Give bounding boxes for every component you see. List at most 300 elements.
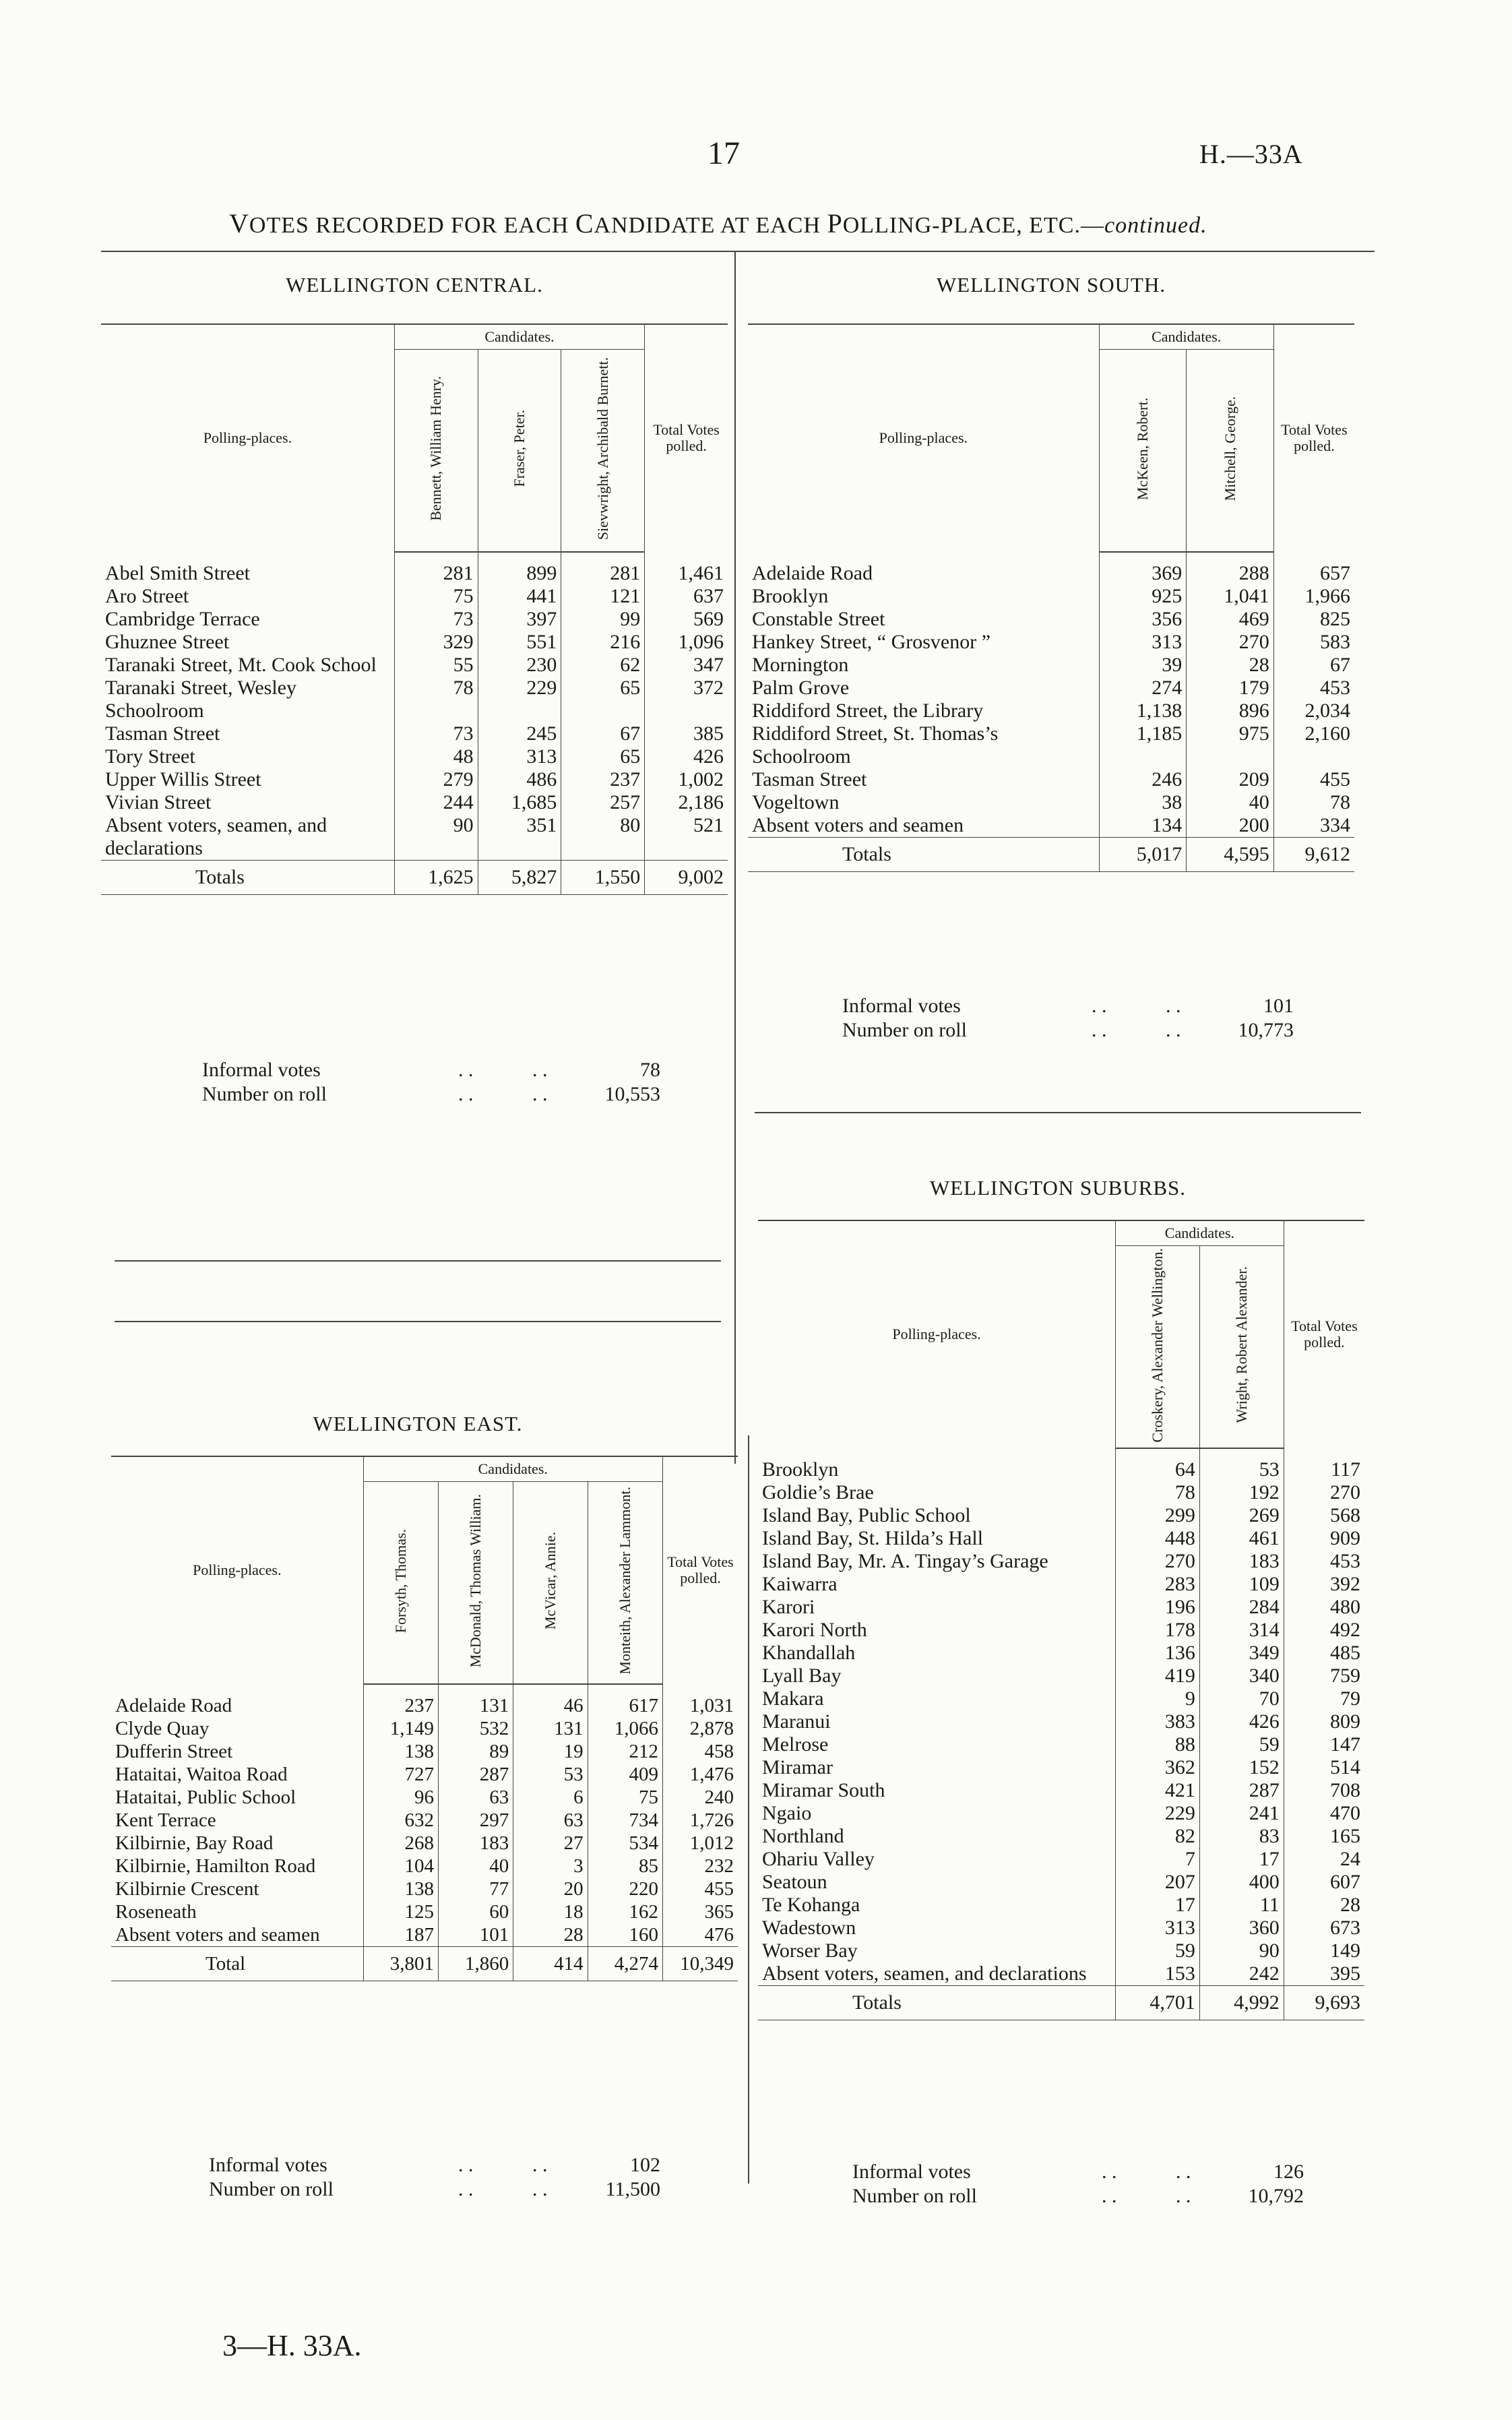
- polling-place-name: Vivian Street: [105, 790, 212, 813]
- central-row: [101, 631, 728, 654]
- south-row: [748, 654, 1354, 677]
- candidate-votes: 270: [1187, 631, 1274, 654]
- candidate-votes: 200: [1187, 814, 1274, 838]
- candidate-votes: 55: [394, 654, 478, 677]
- polling-place-name: Island Bay, St. Hilda’s Hall: [762, 1526, 984, 1549]
- candidate-votes: 229: [1116, 1802, 1200, 1825]
- candidate-votes: 88: [1116, 1733, 1200, 1756]
- candidate-votes: 1,041: [1187, 585, 1274, 608]
- candidate-votes: 551: [478, 631, 561, 654]
- candidate-votes: 20: [513, 1878, 588, 1900]
- candidate-votes: 216: [561, 631, 645, 654]
- row-total: 470: [1284, 1802, 1364, 1825]
- suburbs-candidates-header: Candidates.: [1116, 1220, 1284, 1246]
- candidate-votes: 734: [588, 1809, 662, 1832]
- candidate-votes: 617: [588, 1694, 662, 1717]
- candidate-votes: 1,138: [1099, 700, 1187, 722]
- page-number: 17: [707, 135, 740, 171]
- candidate-votes: 6: [513, 1786, 588, 1809]
- polling-place-name: Roseneath: [115, 1900, 197, 1923]
- candidate-votes: 441: [478, 585, 561, 608]
- polling-place-name: Melrose: [762, 1733, 829, 1756]
- candidate-votes: 196: [1116, 1596, 1200, 1619]
- polling-place-name: Absent voters, seamen, and declarations: [762, 1962, 1087, 1985]
- polling-place-name: Dufferin Street: [115, 1740, 233, 1762]
- suburbs-row: [758, 1550, 1364, 1573]
- candidate-votes: 121: [561, 585, 645, 608]
- row-total: 637: [645, 585, 728, 608]
- polling-place-name: Riddiford Street, St. Thomas’s Schoolroom: [752, 722, 999, 768]
- suburbs-row: [758, 1710, 1364, 1733]
- candidate-votes: 400: [1199, 1871, 1284, 1894]
- candidate-total: 414: [513, 1946, 588, 1981]
- row-total: 708: [1284, 1779, 1364, 1802]
- row-total: 24: [1284, 1848, 1364, 1871]
- candidate-votes: 419: [1116, 1665, 1200, 1687]
- candidate-votes: 183: [438, 1832, 513, 1855]
- east-row: [111, 1786, 738, 1809]
- candidate-total: 1,550: [561, 860, 645, 894]
- suburbs-row: [758, 1733, 1364, 1756]
- east-row: [111, 1740, 738, 1763]
- candidate-votes: 269: [1199, 1504, 1284, 1527]
- row-total: 455: [662, 1878, 738, 1900]
- candidate-votes: 975: [1187, 722, 1274, 768]
- east-row: [111, 1832, 738, 1855]
- candidate-votes: 351: [478, 814, 561, 861]
- suburbs-row: [758, 1894, 1364, 1917]
- candidate-votes: 283: [1116, 1573, 1200, 1596]
- east-candidate-4: Monteith, Alexander Lammont.: [616, 1487, 633, 1675]
- polling-place-name: Adelaide Road: [752, 561, 873, 584]
- candidate-votes: 83: [1199, 1825, 1284, 1848]
- candidate-votes: 1,149: [363, 1717, 438, 1740]
- suburbs-title: WELLINGTON SUBURBS.: [929, 1176, 1187, 1200]
- south-row: [748, 562, 1354, 585]
- candidate-votes: 313: [1099, 631, 1187, 654]
- east-totals-row: [111, 1946, 738, 1981]
- candidate-votes: 62: [561, 654, 645, 677]
- suburbs-table: [758, 1220, 1364, 2020]
- south-totals-row: [748, 837, 1354, 871]
- candidate-votes: 138: [363, 1740, 438, 1763]
- suburbs-row: [758, 1573, 1364, 1596]
- row-total: 270: [1284, 1481, 1364, 1504]
- candidate-votes: 179: [1187, 677, 1274, 700]
- column-divider-lower: [748, 1435, 749, 2183]
- suburbs-row: [758, 1802, 1364, 1825]
- south-row: [748, 608, 1354, 631]
- suburbs-row: [758, 1481, 1364, 1504]
- suburbs-polling-header: Polling-places.: [758, 1220, 1116, 1448]
- suburbs-row: [758, 1687, 1364, 1710]
- central-row: [101, 791, 728, 814]
- suburbs-informal: Informal votes . . . . 126 Number on roll . . . . 10,792: [852, 2161, 1304, 2207]
- east-row: [111, 1878, 738, 1900]
- polling-place-name: Constable Street: [752, 607, 885, 630]
- candidate-votes: 99: [561, 608, 645, 631]
- row-total: 825: [1273, 608, 1354, 631]
- row-total: 657: [1273, 562, 1354, 585]
- candidate-votes: 40: [1187, 791, 1274, 814]
- candidate-votes: 237: [363, 1694, 438, 1717]
- suburbs-row: [758, 1619, 1364, 1642]
- row-total: 1,096: [645, 631, 728, 654]
- polling-place-name: Goldie’s Brae: [762, 1481, 874, 1503]
- row-total: 759: [1284, 1665, 1364, 1687]
- totals-label: Totals: [101, 860, 394, 894]
- candidate-votes: 270: [1116, 1550, 1200, 1573]
- polling-place-name: Clyde Quay: [115, 1717, 210, 1739]
- candidate-votes: 59: [1116, 1940, 1200, 1962]
- candidate-votes: 383: [1116, 1710, 1200, 1733]
- row-total: 453: [1273, 677, 1354, 700]
- candidate-votes: 178: [1116, 1619, 1200, 1642]
- candidate-votes: 1,066: [588, 1717, 662, 1740]
- candidate-votes: 65: [561, 745, 645, 768]
- candidate-votes: 67: [561, 722, 645, 745]
- candidate-votes: 299: [1116, 1504, 1200, 1527]
- candidate-votes: 257: [561, 791, 645, 814]
- polling-place-name: Taranaki Street, Wesley Schoolroom: [105, 676, 296, 722]
- suburbs-totals-row: [758, 1985, 1364, 2020]
- suburbs-row: [758, 1458, 1364, 1481]
- central-informal: Informal votes . . . . 78 Number on roll . . . . 10,553: [202, 1059, 660, 1105]
- candidate-votes: 70: [1199, 1687, 1284, 1710]
- grand-total: 9,002: [645, 860, 728, 894]
- candidate-votes: 18: [513, 1900, 588, 1923]
- candidate-total: 4,595: [1187, 837, 1274, 871]
- candidate-votes: 369: [1099, 562, 1187, 585]
- row-total: 365: [662, 1900, 738, 1923]
- east-polling-header: Polling-places.: [111, 1456, 363, 1684]
- polling-place-name: Adelaide Road: [115, 1694, 232, 1716]
- suburbs-row: [758, 1596, 1364, 1619]
- row-total: 480: [1284, 1596, 1364, 1619]
- candidate-votes: 17: [1199, 1848, 1284, 1871]
- candidate-votes: 64: [1116, 1458, 1200, 1481]
- candidate-votes: 362: [1116, 1756, 1200, 1779]
- candidate-votes: 39: [1099, 654, 1187, 677]
- suburbs-row: [758, 1825, 1364, 1848]
- page-title: VOTES RECORDED FOR EACH CANDIDATE AT EACH POLLING-PLACE, ETC.—continued.: [229, 208, 1207, 239]
- east-candidates-header: Candidates.: [363, 1456, 662, 1482]
- east-row: [111, 1694, 738, 1717]
- row-total: 521: [645, 814, 728, 861]
- polling-place-name: Hataitai, Waitoa Road: [115, 1763, 288, 1785]
- polling-place-name: Absent voters and seamen: [752, 813, 964, 836]
- candidate-total: 4,274: [588, 1946, 662, 1981]
- polling-place-name: Khandallah: [762, 1641, 856, 1664]
- east-title: WELLINGTON EAST.: [313, 1412, 523, 1435]
- candidate-votes: 77: [438, 1878, 513, 1900]
- row-total: 372: [645, 677, 728, 722]
- candidate-votes: 349: [1199, 1642, 1284, 1665]
- candidate-votes: 421: [1116, 1779, 1200, 1802]
- east-row: [111, 1855, 738, 1878]
- south-informal: Informal votes . . . . 101 Number on roll . . . . 10,773: [842, 995, 1294, 1041]
- candidate-votes: 207: [1116, 1871, 1200, 1894]
- candidate-votes: 532: [438, 1717, 513, 1740]
- polling-place-name: Karori North: [762, 1618, 867, 1641]
- candidate-votes: 136: [1116, 1642, 1200, 1665]
- suburbs-candidate-1: Croskery, Alexander Wellington.: [1148, 1247, 1166, 1442]
- candidate-votes: 160: [588, 1923, 662, 1947]
- candidate-votes: 85: [588, 1855, 662, 1878]
- south-table: [748, 323, 1354, 872]
- central-row: [101, 654, 728, 677]
- candidate-votes: 134: [1099, 814, 1187, 838]
- candidate-votes: 1,685: [478, 791, 561, 814]
- row-total: 673: [1284, 1917, 1364, 1940]
- candidate-votes: 63: [513, 1809, 588, 1832]
- candidate-votes: 75: [588, 1786, 662, 1809]
- candidate-votes: 244: [394, 791, 478, 814]
- candidate-votes: 89: [438, 1740, 513, 1763]
- candidate-votes: 397: [478, 608, 561, 631]
- row-total: 1,726: [662, 1809, 738, 1832]
- suburbs-row: [758, 1962, 1364, 1986]
- south-row: [748, 791, 1354, 814]
- east-top-rule: [115, 1321, 721, 1322]
- candidate-votes: 287: [1199, 1779, 1284, 1802]
- polling-place-name: Maranui: [762, 1710, 831, 1733]
- grand-total: 9,693: [1284, 1985, 1364, 2020]
- candidate-votes: 152: [1199, 1756, 1284, 1779]
- polling-place-name: Ngaio: [762, 1801, 812, 1824]
- south-row: [748, 722, 1354, 768]
- candidate-votes: 212: [588, 1740, 662, 1763]
- candidate-votes: 78: [394, 677, 478, 722]
- candidate-votes: 3: [513, 1855, 588, 1878]
- candidate-votes: 237: [561, 768, 645, 791]
- candidate-votes: 28: [1187, 654, 1274, 677]
- candidate-votes: 246: [1099, 768, 1187, 791]
- polling-place-name: Kaiwarra: [762, 1572, 838, 1595]
- candidate-votes: 59: [1199, 1733, 1284, 1756]
- polling-place-name: Tory Street: [105, 745, 195, 768]
- candidate-votes: 486: [478, 768, 561, 791]
- candidate-votes: 314: [1199, 1619, 1284, 1642]
- candidate-votes: 19: [513, 1740, 588, 1763]
- candidate-votes: 1,185: [1099, 722, 1187, 768]
- central-title: WELLINGTON CENTRAL.: [286, 273, 543, 297]
- central-end-rule: [115, 1260, 721, 1262]
- east-row: [111, 1717, 738, 1740]
- candidate-votes: 242: [1199, 1962, 1284, 1986]
- east-table: [111, 1456, 738, 1981]
- east-candidate-1: Forsyth, Thomas.: [391, 1528, 409, 1633]
- row-total: 347: [645, 654, 728, 677]
- row-total: 1,002: [645, 768, 728, 791]
- candidate-votes: 183: [1199, 1550, 1284, 1573]
- polling-place-name: Cambridge Terrace: [105, 607, 260, 630]
- candidate-votes: 80: [561, 814, 645, 861]
- central-row: [101, 745, 728, 768]
- suburbs-row: [758, 1756, 1364, 1779]
- candidate-votes: 73: [394, 722, 478, 745]
- south-row: [748, 631, 1354, 654]
- row-total: 453: [1284, 1550, 1364, 1573]
- row-total: 568: [1284, 1504, 1364, 1527]
- suburbs-row: [758, 1871, 1364, 1894]
- candidate-votes: 409: [588, 1763, 662, 1786]
- central-candidates-header: Candidates.: [394, 324, 644, 350]
- candidate-votes: 279: [394, 768, 478, 791]
- south-polling-header: Polling-places.: [748, 324, 1099, 552]
- candidate-votes: 187: [363, 1923, 438, 1947]
- polling-place-name: Palm Grove: [752, 676, 850, 699]
- column-divider: [734, 251, 736, 1464]
- candidate-votes: 284: [1199, 1596, 1284, 1619]
- row-total: 455: [1273, 768, 1354, 791]
- candidate-votes: 727: [363, 1763, 438, 1786]
- row-total: 149: [1284, 1940, 1364, 1962]
- candidate-votes: 46: [513, 1694, 588, 1717]
- suburbs-row: [758, 1504, 1364, 1527]
- suburbs-row: [758, 1642, 1364, 1665]
- candidate-votes: 360: [1199, 1917, 1284, 1940]
- candidate-votes: 230: [478, 654, 561, 677]
- east-row: [111, 1923, 738, 1947]
- row-total: 147: [1284, 1733, 1364, 1756]
- candidate-votes: 448: [1116, 1527, 1200, 1550]
- polling-place-name: Absent voters and seamen: [115, 1923, 320, 1946]
- south-title: WELLINGTON SOUTH.: [936, 273, 1166, 297]
- row-total: 78: [1273, 791, 1354, 814]
- candidate-votes: 281: [561, 562, 645, 585]
- polling-place-name: Brooklyn: [762, 1458, 839, 1481]
- row-total: 476: [662, 1923, 738, 1947]
- candidate-votes: 274: [1099, 677, 1187, 700]
- polling-place-name: Hataitai, Public School: [115, 1786, 296, 1808]
- candidate-votes: 297: [438, 1809, 513, 1832]
- candidate-votes: 9: [1116, 1687, 1200, 1710]
- polling-place-name: Karori: [762, 1595, 815, 1618]
- polling-place-name: Kent Terrace: [115, 1809, 216, 1831]
- polling-place-name: Island Bay, Mr. A. Tingay’s Garage: [762, 1549, 1048, 1572]
- polling-place-name: Abel Smith Street: [105, 561, 250, 584]
- suburbs-total-header: Total Votes polled.: [1284, 1220, 1364, 1448]
- candidate-votes: 469: [1187, 608, 1274, 631]
- row-total: 1,461: [645, 562, 728, 585]
- row-total: 2,034: [1273, 700, 1354, 722]
- grand-total: 10,349: [662, 1946, 738, 1981]
- candidate-votes: 131: [513, 1717, 588, 1740]
- polling-place-name: Ghuznee Street: [105, 630, 230, 653]
- polling-place-name: Te Kohanga: [762, 1893, 860, 1916]
- east-row: [111, 1809, 738, 1832]
- candidate-votes: 75: [394, 585, 478, 608]
- candidate-votes: 313: [478, 745, 561, 768]
- candidate-votes: 356: [1099, 608, 1187, 631]
- row-total: 1,012: [662, 1832, 738, 1855]
- central-candidate-1: Bennett, William Henry.: [427, 376, 445, 522]
- row-total: 2,160: [1273, 722, 1354, 768]
- polling-place-name: Absent voters, seamen, and declarations: [105, 813, 327, 859]
- candidate-votes: 287: [438, 1763, 513, 1786]
- suburbs-row: [758, 1940, 1364, 1962]
- central-row: [101, 677, 728, 722]
- candidate-votes: 53: [1199, 1458, 1284, 1481]
- candidate-votes: 268: [363, 1832, 438, 1855]
- candidate-votes: 245: [478, 722, 561, 745]
- candidate-votes: 534: [588, 1832, 662, 1855]
- row-total: 1,031: [662, 1694, 738, 1717]
- row-total: 1,476: [662, 1763, 738, 1786]
- polling-place-name: Wadestown: [762, 1916, 856, 1939]
- candidate-votes: 101: [438, 1923, 513, 1947]
- candidate-votes: 288: [1187, 562, 1274, 585]
- row-total: 458: [662, 1740, 738, 1763]
- suburbs-row: [758, 1779, 1364, 1802]
- south-end-rule: [755, 1112, 1361, 1113]
- south-candidate-1: McKeen, Robert.: [1133, 397, 1151, 500]
- document-reference: H.—33A: [1199, 139, 1303, 169]
- central-row: [101, 562, 728, 585]
- candidate-votes: 131: [438, 1694, 513, 1717]
- candidate-votes: 162: [588, 1900, 662, 1923]
- row-total: 809: [1284, 1710, 1364, 1733]
- row-total: 240: [662, 1786, 738, 1809]
- east-row: [111, 1900, 738, 1923]
- row-total: 28: [1284, 1894, 1364, 1917]
- south-candidates-header: Candidates.: [1099, 324, 1273, 350]
- candidate-votes: 7: [1116, 1848, 1200, 1871]
- row-total: 165: [1284, 1825, 1364, 1848]
- candidate-total: 5,017: [1099, 837, 1187, 871]
- south-total-header: Total Votes polled.: [1273, 324, 1354, 552]
- candidate-votes: 138: [363, 1878, 438, 1900]
- polling-place-name: Upper Willis Street: [105, 768, 261, 790]
- row-total: 67: [1273, 654, 1354, 677]
- candidate-votes: 40: [438, 1855, 513, 1878]
- row-total: 334: [1273, 814, 1354, 838]
- polling-place-name: Lyall Bay: [762, 1664, 842, 1687]
- row-total: 607: [1284, 1871, 1364, 1894]
- polling-place-name: Hankey Street, “ Grosvenor ”: [752, 630, 991, 653]
- candidate-votes: 53: [513, 1763, 588, 1786]
- suburbs-row: [758, 1665, 1364, 1687]
- candidate-votes: 90: [394, 814, 478, 861]
- totals-label: Totals: [748, 837, 1099, 871]
- candidate-votes: 17: [1116, 1894, 1200, 1917]
- candidate-votes: 209: [1187, 768, 1274, 791]
- polling-place-name: Miramar: [762, 1756, 833, 1778]
- suburbs-row: [758, 1917, 1364, 1940]
- polling-place-name: Riddiford Street, the Library: [752, 699, 984, 722]
- polling-place-name: Ohariu Valley: [762, 1847, 875, 1870]
- east-candidate-3: McVicar, Annie.: [541, 1532, 559, 1630]
- candidate-votes: 461: [1199, 1527, 1284, 1550]
- east-row: [111, 1763, 738, 1786]
- candidate-votes: 281: [394, 562, 478, 585]
- candidate-votes: 27: [513, 1832, 588, 1855]
- candidate-votes: 125: [363, 1900, 438, 1923]
- central-polling-header: Polling-places.: [101, 324, 394, 552]
- row-total: 232: [662, 1855, 738, 1878]
- candidate-votes: 104: [363, 1855, 438, 1878]
- east-total-header: Total Votes polled.: [662, 1456, 738, 1684]
- polling-place-name: Brooklyn: [752, 584, 829, 607]
- row-total: 909: [1284, 1527, 1364, 1550]
- row-total: 1,966: [1273, 585, 1354, 608]
- candidate-votes: 896: [1187, 700, 1274, 722]
- candidate-votes: 90: [1199, 1940, 1284, 1962]
- polling-place-name: Island Bay, Public School: [762, 1503, 971, 1526]
- top-rule: [101, 251, 1375, 252]
- candidate-votes: 313: [1116, 1917, 1200, 1940]
